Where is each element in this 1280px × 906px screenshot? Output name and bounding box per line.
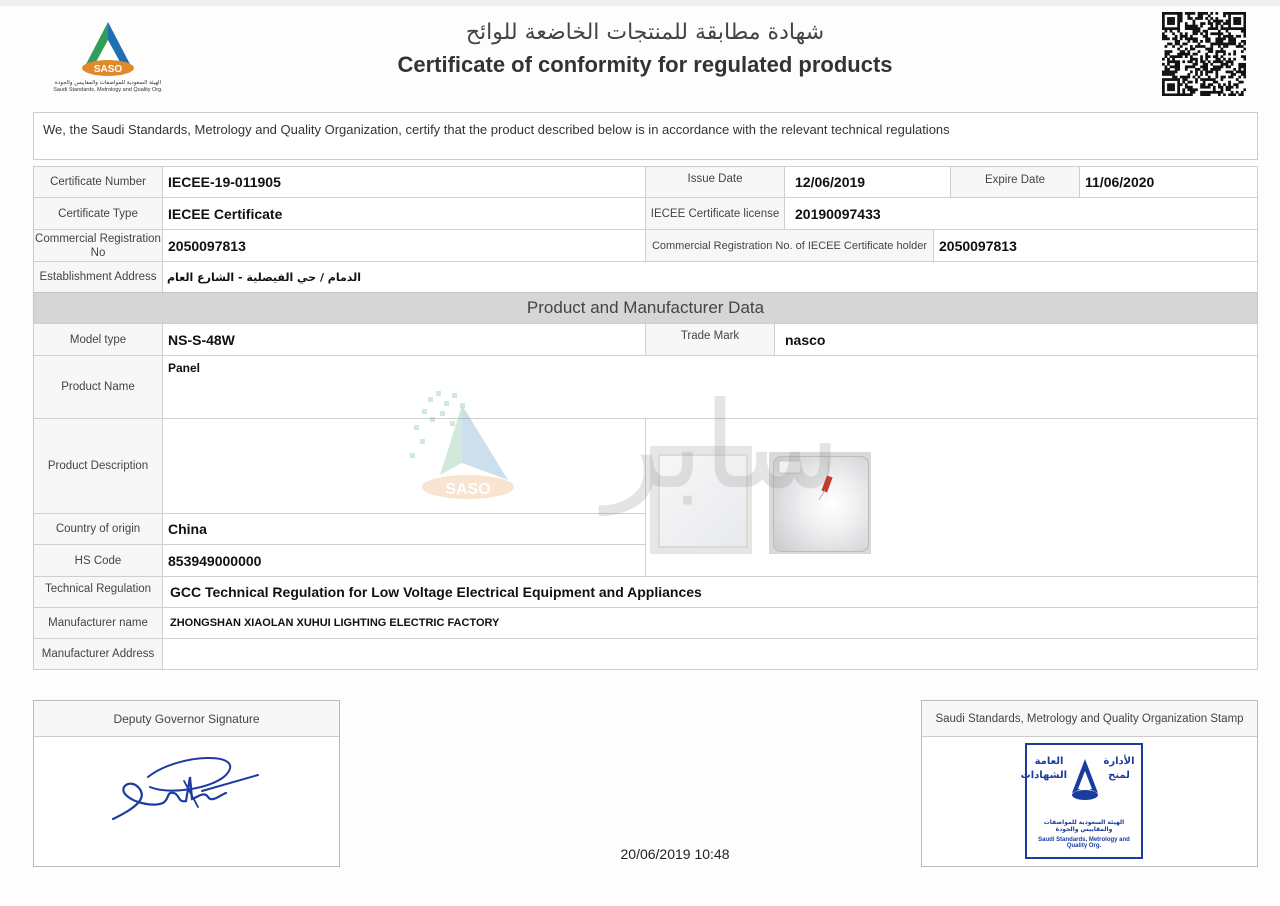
model-type-label: Model type <box>33 323 163 356</box>
title-arabic: شهادة مطابقة للمنتجات الخاضعة للوائح <box>465 20 825 45</box>
deputy-signature-image <box>108 747 268 827</box>
certificate-type-label: Certificate Type <box>33 197 163 230</box>
establishment-address-value: الدمام / حي الفيصلية - الشارع العام <box>167 270 362 284</box>
intro-statement: We, the Saudi Standards, Metrology and Quality Organization, certify that the product described below is in accordance with the relevant technical regulations <box>33 112 1258 160</box>
product-photo-front <box>650 446 752 554</box>
issue-date-label: Issue Date <box>645 166 785 198</box>
issue-date-value: 12/06/2019 <box>784 166 951 198</box>
top-strip <box>0 0 1280 6</box>
signature-box <box>33 700 340 867</box>
product-section-header: Product and Manufacturer Data <box>33 292 1258 324</box>
manufacturer-address-label: Manufacturer Address <box>33 638 163 670</box>
manufacturer-name-value: ZHONGSHAN XIAOLAN XUHUI LIGHTING ELECTRIC FACTORY <box>162 607 1258 639</box>
expire-date-label: Expire Date <box>950 166 1080 198</box>
cr-holder-value: 2050097813 <box>933 229 1258 262</box>
stamp-emblem-icon <box>1068 757 1102 803</box>
manufacturer-address-value <box>162 638 1258 670</box>
trade-mark-value: nasco <box>774 323 1258 356</box>
stamp-heading: Saudi Standards, Metrology and Quality Organization Stamp <box>922 701 1257 737</box>
technical-regulation-label: Technical Regulation <box>33 576 163 608</box>
establishment-address-cell <box>162 261 1258 293</box>
svg-text:SASO: SASO <box>93 64 123 75</box>
product-description-value <box>162 418 646 514</box>
stamp-text-right: الأدارة لمنح <box>1103 756 1135 781</box>
certificate-number-value: IECEE-19-011905 <box>162 166 646 198</box>
saso-logo <box>38 18 178 100</box>
title-english: Certificate of conformity for regulated products <box>397 52 893 77</box>
country-of-origin-value: China <box>162 513 646 545</box>
iecee-license-label: IECEE Certificate license <box>645 197 785 230</box>
commercial-registration-label: Commercial Registration No <box>33 229 163 262</box>
certificate-type-value: IECEE Certificate <box>162 197 646 230</box>
technical-regulation-value: GCC Technical Regulation for Low Voltage Electrical Equipment and Appliances <box>162 576 1258 608</box>
stamp-box <box>921 700 1258 867</box>
hs-code-value: 853949000000 <box>162 544 646 577</box>
signature-heading: Deputy Governor Signature <box>34 701 339 737</box>
iecee-license-value: 20190097433 <box>784 197 1258 230</box>
product-label-sticker-icon <box>769 452 871 554</box>
product-description-label: Product Description <box>33 418 163 514</box>
product-name-label: Product Name <box>33 355 163 419</box>
stamp-text-bottom-en: Saudi Standards, Metrology and Quality Org. <box>1038 837 1130 849</box>
certificate-number-label: Certificate Number <box>33 166 163 198</box>
product-photo-back <box>769 452 871 554</box>
stamp-text-left: العامة الشهادات <box>1020 756 1067 781</box>
model-type-value: NS-S-48W <box>162 323 646 356</box>
svg-text:SASO: SASO <box>445 481 491 498</box>
logo-caption: الهيئة السعودية للمواصفات والمقاييس والجودة Saudi Standards, Metrology and Quality Org. <box>53 80 163 93</box>
manufacturer-name-label: Manufacturer name <box>33 607 163 639</box>
hs-code-label: HS Code <box>33 544 163 577</box>
trade-mark-label: Trade Mark <box>645 323 775 356</box>
cr-holder-label: Commercial Registration No. of IECEE Certificate holder <box>645 229 934 262</box>
qr-code[interactable] <box>1162 12 1246 96</box>
stamp-text-bottom-ar: الهيئة السعودية للمواصفات والمقاييس والجودة <box>1043 819 1125 833</box>
issued-timestamp: 20/06/2019 10:48 <box>620 846 730 862</box>
expire-date-value: 11/06/2020 <box>1079 166 1258 198</box>
qr-code-icon <box>1162 12 1246 96</box>
product-name-value: Panel <box>162 355 1258 419</box>
organization-stamp <box>1020 743 1143 859</box>
country-of-origin-label: Country of origin <box>33 513 163 545</box>
saso-logo-icon <box>38 18 178 80</box>
establishment-address-label: Establishment Address <box>33 261 163 293</box>
commercial-registration-value: 2050097813 <box>162 229 646 262</box>
svg-text:سابر: سابر <box>603 377 841 516</box>
